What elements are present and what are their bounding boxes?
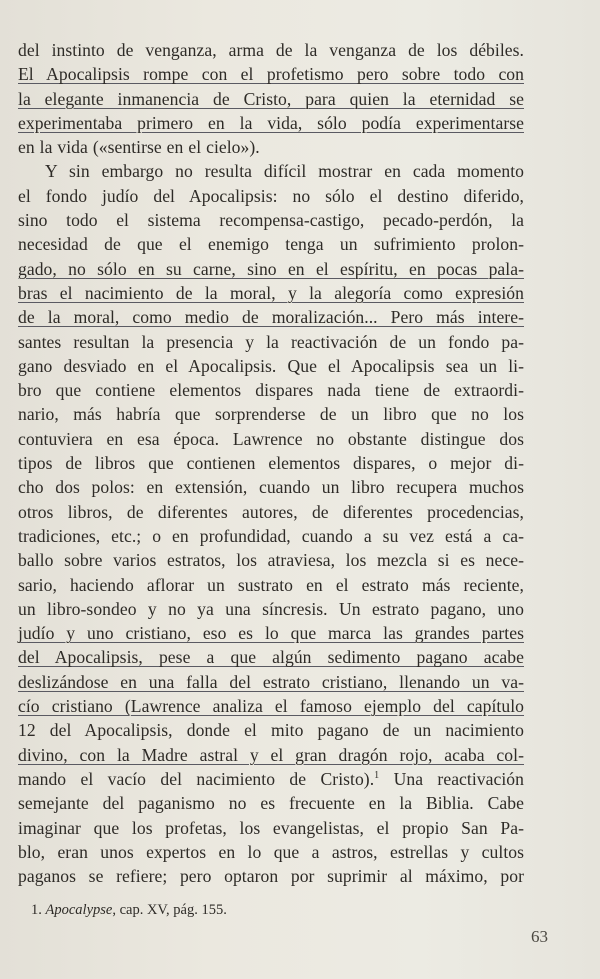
- text-line: necesidad de que el enemigo tenga un sufrimiento prolon-: [18, 234, 524, 255]
- footnote-title: Apocalypse: [45, 902, 113, 918]
- text-line: sario, haciendo aflorar un sustrato en el estrato más reciente,: [18, 574, 524, 595]
- text-line-end: Una reactivación: [379, 768, 524, 789]
- text-line: otros libros, de diferentes autores, de diferentes procedencias,: [18, 501, 524, 522]
- text-line: El Apocalipsis rompe con el profetismo pero sobre todo con: [18, 64, 524, 85]
- text-line: imaginar que los profetas, los evangelistas, el propio San Pa-: [18, 817, 524, 838]
- text-line: santes resultan la presencia y la reactivación de un fondo pa-: [18, 331, 524, 352]
- text-line: el fondo judío del Apocalipsis: no sólo el destino diferido,: [18, 185, 524, 206]
- text-line: blo, eran unos expertos en lo que a astros, estrellas y cultos: [18, 841, 524, 862]
- text-line: tipos de libros que contienen elementos dispares, o mejor di-: [18, 453, 524, 474]
- text-line: experimentaba primero en la vida, sólo podía experimentarse: [18, 112, 524, 133]
- text-line: nario, más habría que sorprenderse de un libro que no los: [18, 404, 524, 425]
- text-line: ballo sobre varios estratos, los atraviesa, los mezcla si es nece-: [18, 550, 524, 571]
- text-line: en la vida («sentirse en el cielo»).: [18, 137, 260, 158]
- text-line: bras el nacimiento de la moral, y la alegoría como expresión: [18, 282, 524, 303]
- text-line: de la moral, como medio de moralización... Pero más intere-: [18, 307, 524, 328]
- page-number: 63: [531, 927, 548, 946]
- text-line: Y sin embargo no resulta difícil mostrar en cada momento: [45, 161, 524, 182]
- text-line: cío cristiano (Lawrence analiza el famoso ejemplo del capítulo: [18, 696, 524, 717]
- text-line: judío y uno cristiano, eso es lo que marca las grandes partes: [18, 623, 524, 644]
- body-text: [18, 38, 524, 888]
- text-line: del Apocalipsis, pese a que algún sedimento pagano acabe: [18, 647, 524, 668]
- text-line: tradiciones, etc.; o en profundidad, cuando a su vez está a ca-: [18, 525, 524, 546]
- text-line: deslizándose en una falla del estrato cristiano, llenando un va-: [18, 671, 524, 692]
- text-line: divino, con la Madre astral y el gran dragón rojo, acaba col-: [18, 744, 524, 765]
- text-line: contuviera en esa época. Lawrence no obstante distingue dos: [18, 428, 524, 449]
- text-line: gado, no sólo en su carne, sino en el espíritu, en pocas pala-: [18, 258, 524, 279]
- text-line: semejante del paganismo no es frecuente en la Biblia. Cabe: [18, 793, 524, 814]
- text-line: bro que contiene elementos dispares nada tiene de extraordi-: [18, 380, 524, 401]
- footnote-number: 1.: [31, 902, 42, 918]
- text-line: cho dos polos: en extensión, cuando un libro recupera muchos: [18, 477, 524, 498]
- text-line: 12 del Apocalipsis, donde el mito pagano de un nacimiento: [18, 720, 524, 741]
- text-line: paganos se refiere; pero optaron por suprimir al máximo, por: [18, 866, 524, 887]
- text-line: sino todo el sistema recompensa-castigo, pecado-perdón, la: [18, 210, 524, 231]
- text-line: la elegante inmanencia de Cristo, para quien la eternidad se: [18, 88, 524, 109]
- text-line: gano desviado en el Apocalipsis. Que el Apocalipsis sea un li-: [18, 355, 524, 376]
- footnote-marker: 1: [374, 770, 380, 782]
- footnote-reference: , cap. XV, pág. 155.: [112, 902, 227, 918]
- text-line: un libro-sondeo y no ya una síncresis. Un estrato pagano, uno: [18, 598, 524, 619]
- text-line-start: mando el vacío del nacimiento de Cristo).: [18, 768, 375, 789]
- text-line: del instinto de venganza, arma de la venganza de los débiles.: [18, 40, 524, 60]
- footnote: [31, 902, 227, 919]
- text-line: [18, 767, 524, 791]
